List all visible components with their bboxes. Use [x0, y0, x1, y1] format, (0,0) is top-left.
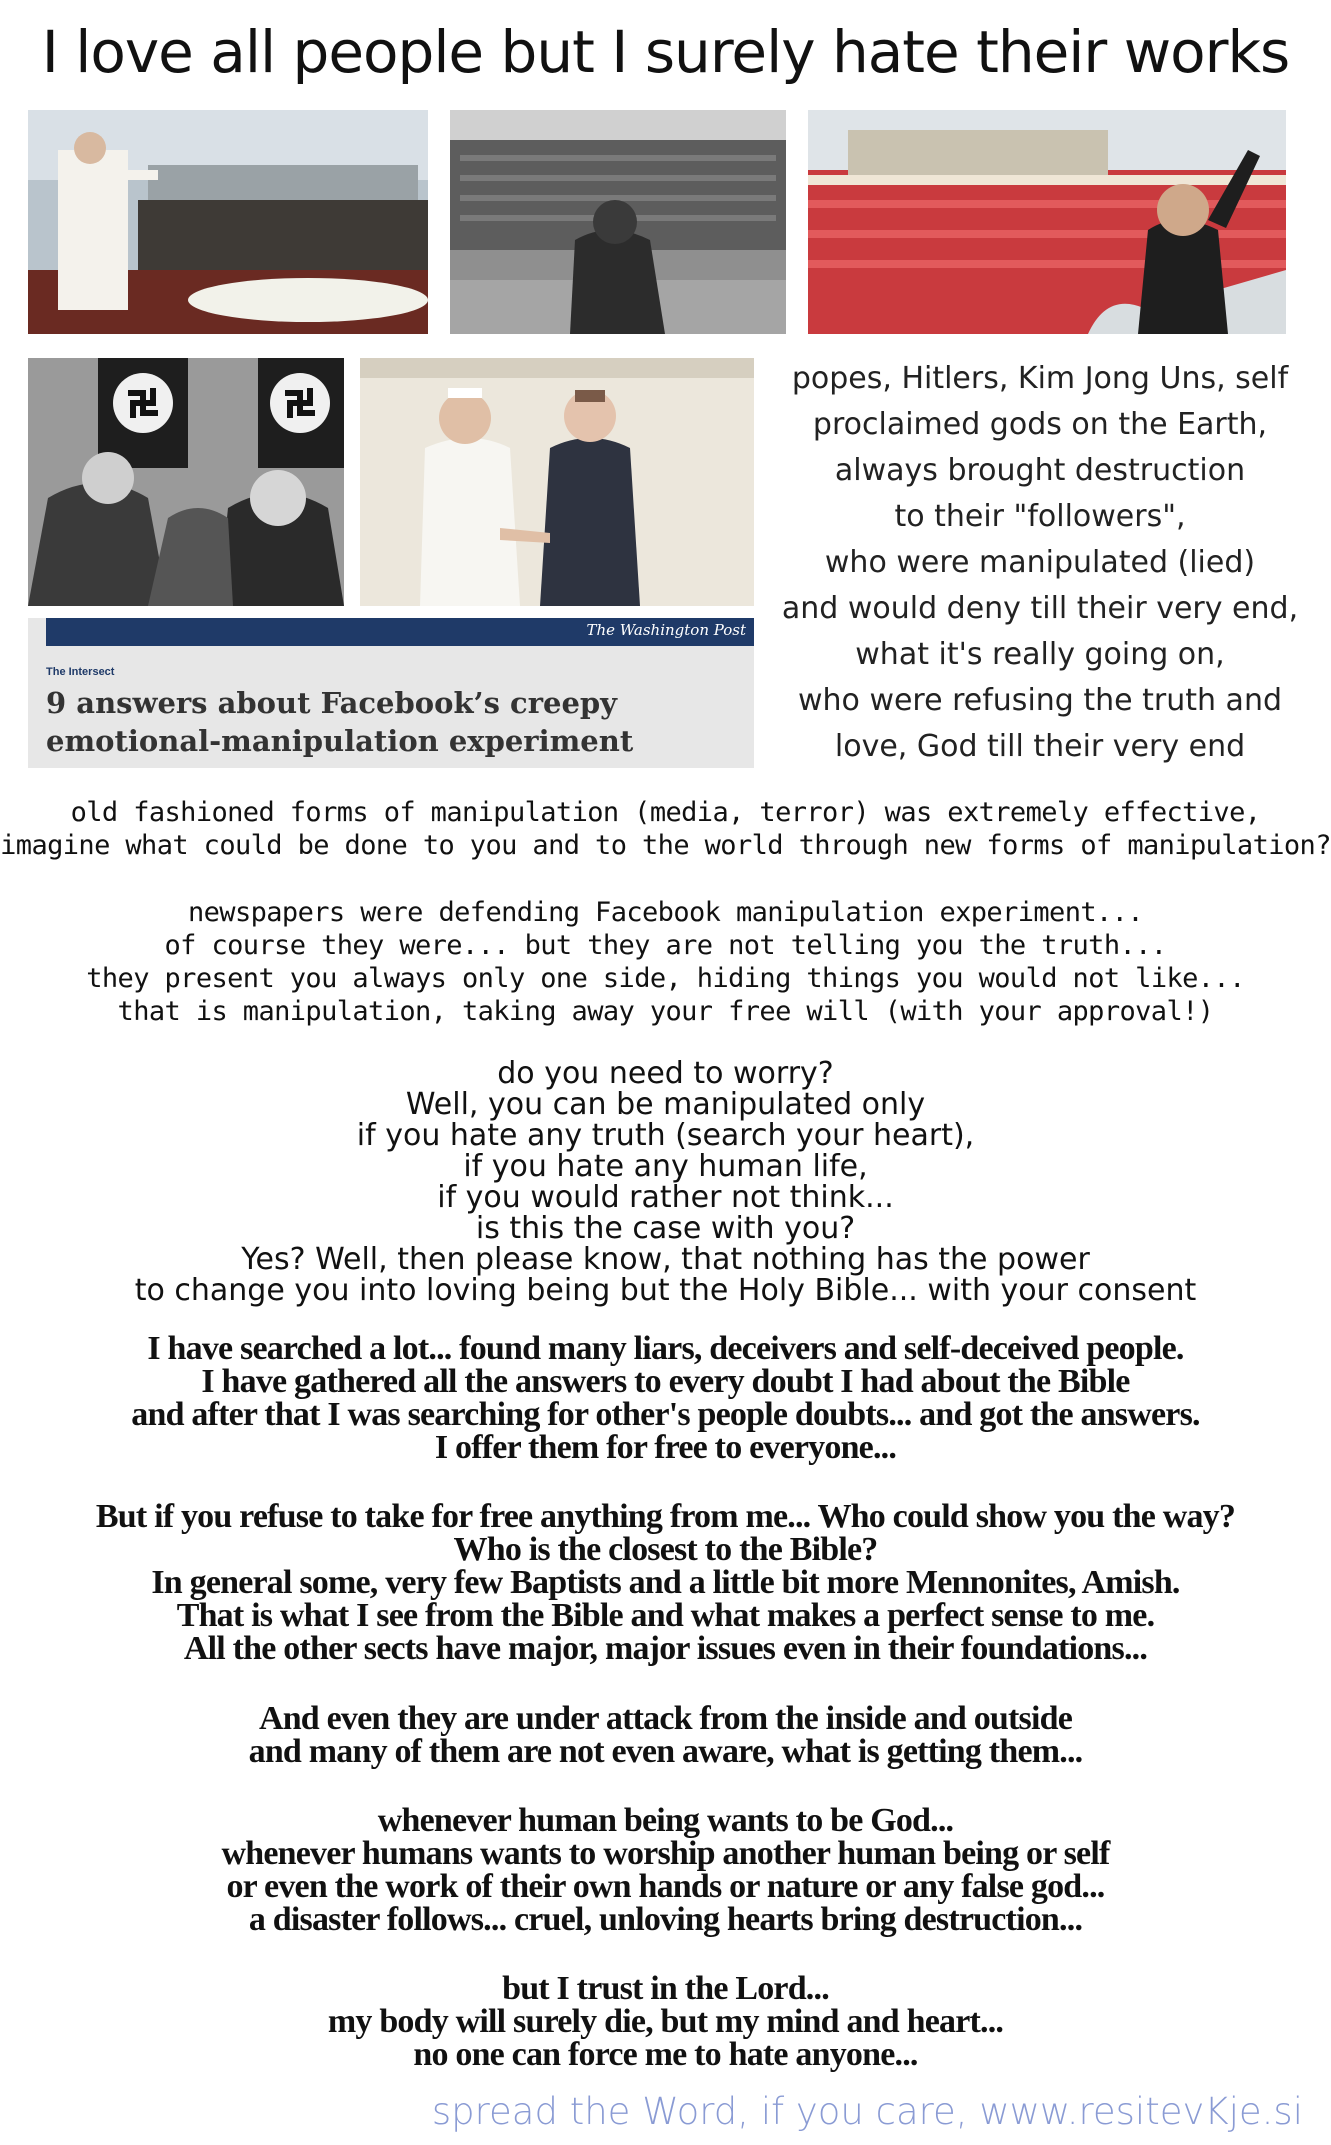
- worship-paragraph: [0, 1804, 1331, 1936]
- text-line: if you would rather not think...: [437, 1180, 894, 1215]
- text-line: whenever humans wants to worship another human being or self: [221, 1835, 1110, 1872]
- side-text-block: [770, 356, 1310, 770]
- washington-post-logo: The Washington Post: [586, 621, 746, 639]
- article-kicker: The Intersect: [46, 666, 115, 678]
- newspapers-paragraph: [0, 896, 1331, 1028]
- text-line: what it's really going on,: [855, 637, 1225, 672]
- text-line: to their "followers",: [894, 499, 1186, 534]
- swastika-meeting-photo: [28, 358, 344, 606]
- refuse-paragraph: [0, 1500, 1331, 1665]
- manipulation-paragraph: [0, 796, 1331, 862]
- text-line: I offer them for free to everyone...: [434, 1429, 897, 1466]
- text-line: my body will surely die, but my mind and heart...: [327, 2003, 1004, 2040]
- kim-parade-photo: [808, 110, 1286, 334]
- text-line: Who is the closest to the Bible?: [453, 1531, 878, 1568]
- text-line: no one can force me to hate anyone...: [413, 2036, 918, 2073]
- text-line: old fashioned forms of manipulation (media, terror) was extremely effective,: [70, 797, 1261, 828]
- text-line: Yes? Well, then please know, that nothing has the power: [241, 1242, 1090, 1277]
- page-title: I love all people but I surely hate their works: [41, 18, 1290, 86]
- hitler-rally-photo: [450, 110, 786, 334]
- worry-paragraph: [0, 1058, 1331, 1306]
- text-line: to change you into loving being but the Holy Bible... with your consent: [134, 1273, 1197, 1308]
- text-line: is this the case with you?: [475, 1211, 856, 1246]
- text-line: always brought destruction: [834, 453, 1246, 488]
- attack-paragraph: [0, 1702, 1331, 1768]
- text-line: I have searched a lot... found many liars, deceivers and self-deceived people.: [147, 1330, 1184, 1367]
- trust-paragraph: [0, 1972, 1331, 2071]
- article-headline: 9 answers about Facebook’s creepy emotional-manipulation experiment: [46, 686, 634, 758]
- washington-post-header-bar: [46, 618, 754, 646]
- text-line: do you need to worry?: [497, 1056, 834, 1091]
- text-line: That is what I see from the Bible and what makes a perfect sense to me.: [176, 1597, 1155, 1634]
- text-line: who were refusing the truth and: [798, 683, 1282, 718]
- text-line: I have gathered all the answers to every doubt I had about the Bible: [201, 1363, 1130, 1400]
- text-line: that is manipulation, taking away your free will (with your approval!): [117, 996, 1214, 1027]
- text-line: whenever human being wants to be God...: [377, 1802, 954, 1839]
- pope-zuckerberg-photo: [360, 358, 754, 606]
- text-line: proclaimed gods on the Earth,: [812, 407, 1268, 442]
- text-line: if you hate any human life,: [463, 1149, 868, 1184]
- text-line: who were manipulated (lied): [824, 545, 1256, 580]
- text-line: All the other sects have major, major issues even in their foundations...: [183, 1630, 1148, 1667]
- text-line: if you hate any truth (search your heart),: [356, 1118, 975, 1153]
- pope-balcony-photo: [28, 110, 428, 334]
- text-line: popes, Hitlers, Kim Jong Uns, self: [791, 361, 1289, 396]
- text-line: In general some, very few Baptists and a little bit more Mennonites, Amish.: [151, 1564, 1180, 1601]
- text-line: or even the work of their own hands or nature or any false god...: [226, 1868, 1105, 1905]
- washington-post-clipping: [28, 618, 754, 768]
- text-line: they present you always only one side, hiding things you would not like...: [86, 963, 1245, 994]
- text-line: imagine what could be done to you and to the world through new forms of manipulation?: [0, 830, 1331, 861]
- text-line: and after that I was searching for other's people doubts... and got the answers.: [131, 1396, 1200, 1433]
- text-line: a disaster follows... cruel, unloving hearts bring destruction...: [248, 1901, 1083, 1938]
- text-line: But if you refuse to take for free anything from me... Who could show you the way?: [95, 1498, 1236, 1535]
- text-line: Well, you can be manipulated only: [405, 1087, 926, 1122]
- text-line: And even they are under attack from the inside and outside: [258, 1700, 1073, 1737]
- footer-link-text: spread the Word, if you care, www.resitevKje.si: [431, 2090, 1303, 2133]
- text-line: of course they were... but they are not telling you the truth...: [164, 930, 1167, 961]
- searched-paragraph: [0, 1332, 1331, 1464]
- text-line: but I trust in the Lord...: [502, 1970, 829, 2007]
- text-line: newspapers were defending Facebook manipulation experiment...: [188, 897, 1143, 928]
- text-line: and many of them are not even aware, what is getting them...: [248, 1733, 1083, 1770]
- text-line: and would deny till their very end,: [781, 591, 1299, 626]
- text-line: love, God till their very end: [834, 729, 1246, 764]
